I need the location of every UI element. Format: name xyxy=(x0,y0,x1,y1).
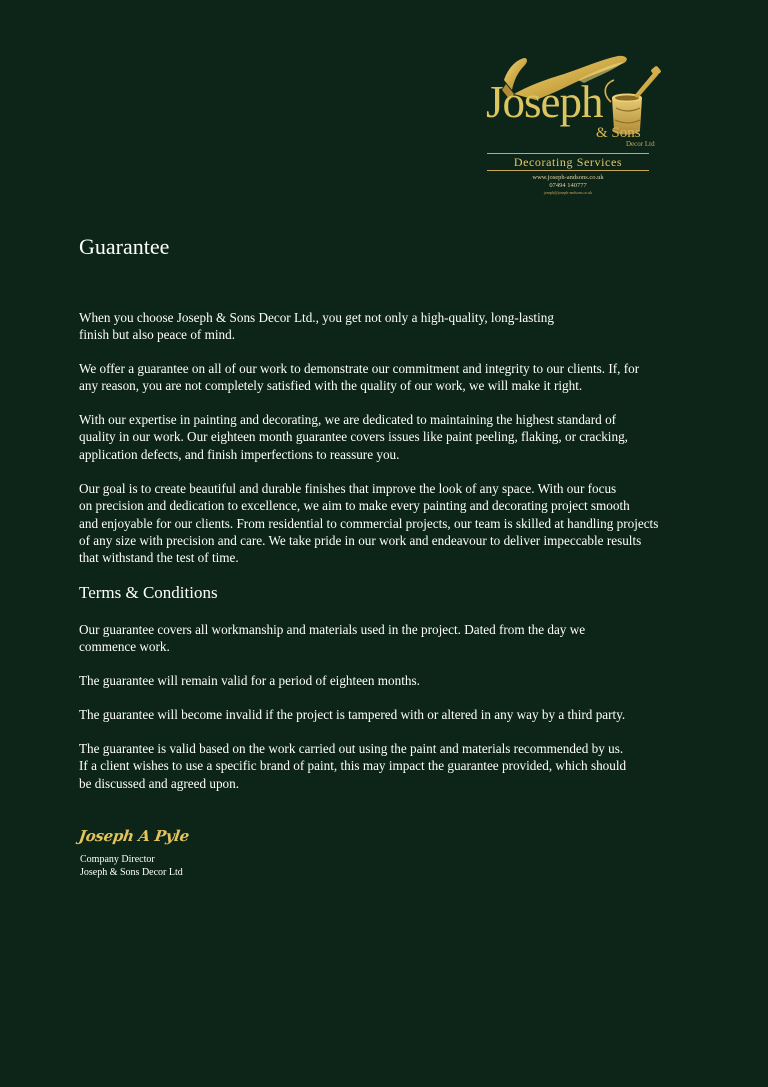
terms-paragraph xyxy=(79,706,625,723)
guarantee-paragraph xyxy=(79,480,658,566)
guarantee-heading: Guarantee xyxy=(79,234,170,259)
text-line: If a client wishes to use a specific brand of paint, this may impact the guarantee provided, which should xyxy=(79,758,627,774)
terms-paragraph xyxy=(79,672,420,689)
text-line: Our guarantee covers all workmanship and materials used in the project. Dated from the day we xyxy=(79,622,586,637)
company-logo xyxy=(484,50,668,200)
text-line: be discussed and agreed upon. xyxy=(79,775,240,791)
text-line: commence work. xyxy=(79,639,170,655)
text-line: We offer a guarantee on all of our work to demonstrate our commitment and integrity to our clients. If, for xyxy=(79,361,640,376)
text-line: quality in our work. Our eighteen month guarantee covers issues like paint peeling, flaking, or cracking, xyxy=(79,429,628,445)
logo-and-sons: & Sons xyxy=(596,125,641,141)
text-line: When you choose Joseph & Sons Decor Ltd., you get not only a high-quality, long-lasting xyxy=(79,310,554,325)
logo-tagline: Decorating Services xyxy=(513,155,623,169)
text-line: and enjoyable for our clients. From residential to commercial projects, our team is skilled at handling projects xyxy=(79,515,659,531)
text-line: that withstand the test of time. xyxy=(79,550,239,566)
text-line: application defects, and finish imperfections to reassure you. xyxy=(79,446,400,462)
text-line: The guarantee will remain valid for a period of eighteen months. xyxy=(79,673,420,688)
terms-paragraph xyxy=(79,621,585,656)
terms-paragraph xyxy=(79,740,626,792)
logo-website: www.joseph-andsons.co.uk xyxy=(532,174,604,181)
handwritten-signature: Joseph A Pyle xyxy=(77,827,191,845)
terms-heading: Terms & Conditions xyxy=(79,583,218,602)
text-line: on precision and dedication to excellence, we aim to make every painting and decorating project smooth xyxy=(79,498,630,514)
text-line: The guarantee is valid based on the work carried out using the paint and materials recommended by us. xyxy=(79,741,624,756)
text-line: The guarantee will become invalid if the project is tampered with or altered in any way by a third party. xyxy=(79,707,626,722)
logo-wordmark: Joseph xyxy=(486,77,603,127)
guarantee-paragraph xyxy=(79,411,628,463)
guarantee-paragraph xyxy=(79,309,554,344)
logo-decor-ltd: Decor Ltd xyxy=(626,140,655,148)
logo-email: joseph@joseph-andsons.co.uk xyxy=(543,190,593,195)
logo-phone: 07494 140777 xyxy=(549,182,587,189)
signatory-company: Joseph & Sons Decor Ltd xyxy=(80,867,183,878)
logo-divider-bottom xyxy=(487,170,649,171)
text-line: finish but also peace of mind. xyxy=(79,327,236,343)
text-line: any reason, you are not completely satisfied with the quality of our work, we will make it right. xyxy=(79,378,583,394)
text-line: of any size with precision and care. We take pride in our work and endeavour to deliver impeccable results xyxy=(79,532,642,548)
signatory-role: Company Director xyxy=(80,854,155,865)
text-line: Our goal is to create beautiful and durable finishes that improve the look of any space. With our focus xyxy=(79,481,617,496)
guarantee-paragraph xyxy=(79,360,639,395)
logo-divider-top xyxy=(487,153,649,154)
text-line: With our expertise in painting and decorating, we are dedicated to maintaining the highest standard of xyxy=(79,412,617,427)
